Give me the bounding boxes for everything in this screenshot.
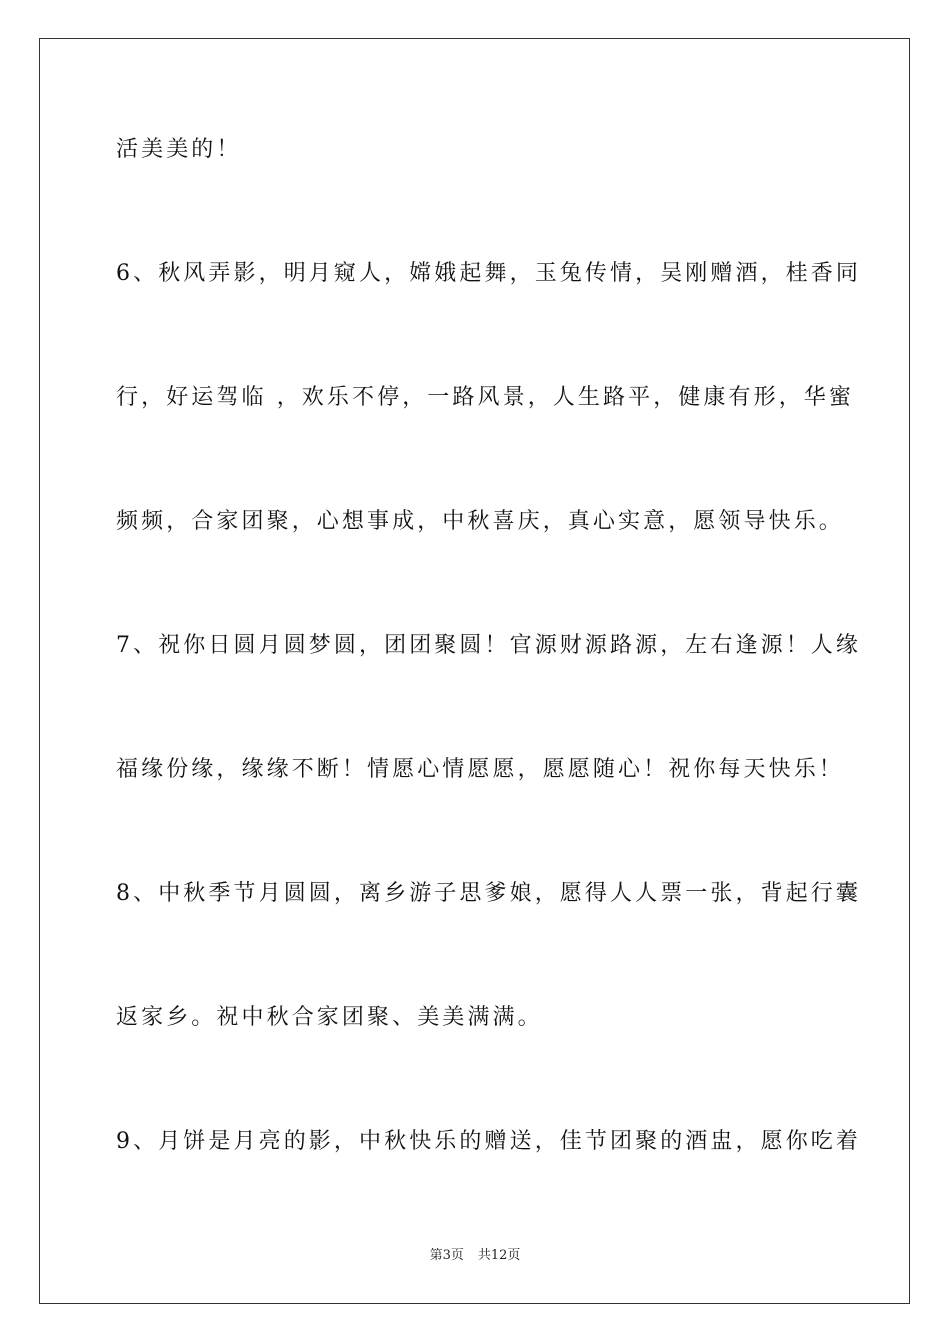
page-footer [0, 1247, 950, 1265]
text-line-8: 返家乡。祝中秋合家团聚、美美满满。 [116, 1005, 543, 1030]
text-line-5: 7、祝你日圆月圆梦圆，团团聚圆！官源财源路源，左右逢源！人缘 [116, 633, 861, 658]
text-line-4: 频频，合家团聚，心想事成，中秋喜庆，真心实意，愿领导快乐。 [116, 509, 844, 534]
text-line-2: 6、秋风弄影，明月窥人，嫦娥起舞，玉兔传情，吴刚赠酒，桂香同 [116, 261, 861, 286]
text-line-3: 行，好运驾临 ，欢乐不停，一路风景，人生路平，健康有形，华蜜 [116, 385, 854, 410]
page-number: 第3页 [429, 1248, 464, 1263]
text-line-7: 8、中秋季节月圆圆，离乡游子思爹娘，愿得人人票一张，背起行囊 [116, 881, 861, 906]
text-line-1: 活美美的！ [116, 137, 242, 162]
page-total: 共12页 [477, 1248, 521, 1263]
text-line-6: 福缘份缘，缘缘不断！情愿心情愿愿，愿愿随心！祝你每天快乐！ [116, 757, 844, 782]
page-frame [39, 38, 910, 1304]
text-line-9: 9、月饼是月亮的影，中秋快乐的赠送，佳节团聚的酒盅，愿你吃着 [116, 1129, 861, 1154]
